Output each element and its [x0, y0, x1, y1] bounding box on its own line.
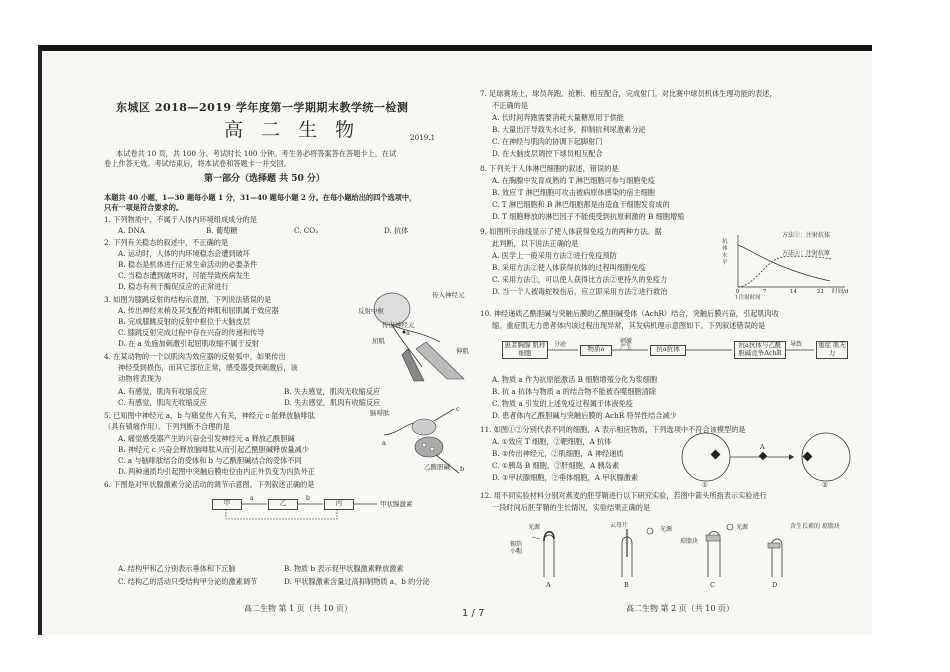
answer-option: D. 抗体 — [384, 226, 409, 235]
answer-option: B. 采用方法②使人体获得抗体的过程叫细胞免疫 — [492, 263, 646, 272]
answer-option: D. T 细胞释放的淋巴因子不能使受到抗原刺激的 B 细胞增殖 — [492, 212, 685, 221]
question-stem: 11. 如图①②分别代表不同的细胞，A 表示相应物质，下列选项中不符合该模型的是 — [480, 425, 746, 434]
answer-option: C. T 淋巴细胞和 B 淋巴细胞都是由造血干细胞发育成的 — [492, 200, 670, 209]
figure-label: 屈肌 — [372, 337, 385, 345]
answer-option: D. 当一个人被毒蛇咬伤后，应立即采用方法②进行救治 — [492, 287, 668, 296]
figure-box: 甲 — [212, 499, 242, 510]
figure-label: 锡箔 小帽 — [510, 541, 523, 555]
question-stem: 4. 在某动物的一个以肌肉为效应器的反射弧中，如果传出 — [104, 352, 286, 361]
figure-label: 刺激 产生 — [620, 338, 633, 351]
answer-option: D. 在 a 处施加刺激引起屈肌收缩不属于反射 — [118, 339, 260, 348]
answer-option: C. 膝跳反射完成过程中存在兴奋的传递和传导 — [118, 328, 265, 337]
answer-option: B. 稳态是机体进行正常生命活动的必要条件 — [118, 260, 258, 269]
figure-box: 乙 — [268, 499, 298, 510]
figure-label: 反射中枢 — [358, 307, 384, 315]
question-stem: 9. 如图所示曲线显示了使人体获得免疫力的两种方法。据 — [480, 227, 662, 236]
figure-label: 光源 — [660, 526, 673, 533]
figure-label: B — [624, 581, 629, 589]
question-stem: 缩。重症肌无力患者体内该过程出现异常，其发病机理示意图如下。下列叙述错误的是 — [492, 321, 766, 330]
figure-label: b — [306, 495, 310, 502]
question-stem: 8. 下列关于人体淋巴细胞的叙述，错误的是 — [480, 164, 619, 173]
answer-option: C. ①胰岛 B 细胞，②肝细胞，A 胰岛素 — [492, 461, 620, 470]
figure-label: ① — [702, 481, 708, 489]
answer-option: A. ①效应 T 细胞，②靶细胞，A 抗体 — [492, 437, 612, 446]
instruction-line: 只有一项是符合要求的。 — [104, 203, 184, 212]
y-axis-label: 抗体水平 — [722, 239, 728, 266]
figure-label: a — [250, 495, 254, 502]
answer-option: D. 患者体内乙酰胆碱与突触后膜的 AchR 特异性结合减少 — [492, 411, 677, 420]
notice-line: 卷上作答无效。考试结束后，将本试卷和答题卡一并交回。 — [104, 159, 291, 168]
answer-option: A. 传出神经末梢及其支配的伸肌和屈肌属于效应器 — [118, 306, 279, 315]
answer-option: C. 在神经与肌肉的协调下起脚射门 — [492, 137, 603, 146]
answer-option: A. 医学上一般采用方法②进行免疫预防 — [492, 251, 617, 260]
figure-label: a — [382, 439, 386, 447]
section-heading: 第一部分（选择题 共 50 分） — [204, 174, 325, 184]
figure-box: 抗a抗体与乙酰 胆碱竞争AchR — [734, 341, 786, 359]
figure-label: 光源 — [736, 524, 749, 531]
figure-label: 伸肌 — [456, 347, 469, 355]
answer-option: B. 神经元 c 兴奋会释放脑啡肽从而引起乙酰胆碱释放量减少 — [118, 445, 309, 454]
coleoptile-figure — [510, 519, 860, 591]
notice-line: 本试卷共 10 页，共 100 分。考试时长 100 分钟。考生务必将答案答在答题卡上，在试 — [116, 149, 397, 158]
question-stem: 7. 足球赛场上，球员奔跑、抢断、相互配合，完成射门。对比赛中球员机体生理功能的表述， — [480, 89, 777, 98]
figure-box: 重症 肌无力 — [816, 341, 848, 359]
answer-option: C. 采用方法①，可以使人获得比方法②更持久的免疫力 — [492, 275, 668, 284]
answer-option: B. 失去感觉，肌肉无收缩反应 — [284, 387, 381, 396]
figure-label: 光源 — [528, 524, 541, 531]
subject-title: 高 二 生 物 — [224, 119, 361, 141]
answer-option: D. 在大脑皮层调控下球员相互配合 — [492, 149, 603, 158]
question-stem: 2. 下列有关稳态的叙述中，不正确的是 — [104, 238, 229, 247]
exam-page-1 — [94, 51, 474, 635]
injection-marker: ↑注射时间 — [734, 295, 761, 301]
answer-option: B. ①传出神经元，②肌细胞，A 神经递质 — [492, 449, 624, 458]
question-stem: 6. 下图是对甲状腺激素分泌活动的调节示意图。下列叙述正确的是 — [104, 480, 315, 489]
answer-option: B. 物质 b 表示促甲状腺激素释放激素 — [284, 564, 404, 573]
reflex-arc-figure — [352, 287, 472, 382]
question-stem: 动物将表现为 — [118, 374, 162, 383]
page-footer: 高二生物 第 2 页（共 10 页） — [626, 604, 734, 613]
answer-option: A. 结构甲和乙分别表示垂体和下丘脑 — [118, 564, 236, 573]
exam-title: 东城区 2018—2019 学年度第一学期期末教学统一检测 — [116, 101, 409, 114]
question-stem: 神经受到损伤，而其它部位正常，感受器受到刺激后，该 — [118, 363, 298, 372]
question-stem: （具有镇痛作用）。下列判断不合理的是 — [104, 422, 230, 431]
legend-method-1: 方法①：注射抗体 — [782, 232, 831, 239]
question-stem: 此判断，以下说法正确的是 — [492, 239, 579, 248]
answer-option: A. 运动时，人体的内环境稳态会遭到破坏 — [118, 249, 250, 258]
figure-label: 传出神经元 — [382, 321, 415, 329]
answer-option: D. 两种递质均引起图中突触后膜电位由内正外负变为内负外正 — [118, 467, 315, 476]
myasthenia-flow-figure — [502, 339, 862, 369]
figure-label: 甲状腺激素 — [380, 500, 413, 508]
question-stem: 5. 已知图中神经元 a、b 与痛觉传入有关，神经元 c 能释放脑啡肽 — [104, 411, 315, 420]
answer-option: D. 失去感觉，肌肉有收缩反应 — [284, 398, 381, 407]
figure-label: 含生长素的 琼脂块 — [790, 523, 840, 530]
answer-option: A. DNA — [118, 226, 146, 235]
answer-option: D. 甲状腺激素含量过高抑制物质 a、b 的分泌 — [284, 577, 430, 586]
answer-option: C. a 与脑啡肽结合的受体和 b 与乙酰胆碱结合的受体不同 — [118, 456, 302, 465]
synapse-figure — [370, 405, 470, 475]
x-tick: 0 — [736, 289, 740, 295]
cell-signal-figure — [676, 433, 866, 489]
figure-label: ② — [822, 481, 828, 489]
scanned-exam-sheet — [38, 45, 872, 635]
exam-page-2 — [480, 51, 870, 635]
answer-option: D. 稳态有利于酶促反应的正常进行 — [118, 282, 229, 291]
answer-option: C. 物质 a 引发的上述免疫过程属于体液免疫 — [492, 399, 633, 408]
question-stem: 10. 神经递质乙酰胆碱与突触后膜的乙酰胆碱受体（AchR）结合，突触后膜兴奋，引起肌肉收 — [480, 309, 779, 318]
x-tick: 14 — [790, 289, 797, 295]
answer-option: A. 痛觉感受器产生的兴奋会引发神经元 a 释放乙酰胆碱 — [118, 434, 295, 443]
answer-option: B. 完成膝跳反射的反射中枢位于大脑皮层 — [118, 317, 251, 326]
thyroid-regulation-figure — [212, 493, 452, 523]
figure-label: 云母片 — [610, 522, 629, 529]
question-stem: 不正确的是 — [492, 101, 528, 110]
figure-label: 导致 — [790, 341, 803, 348]
answer-option: A. 有感觉，肌肉有收缩反应 — [118, 387, 207, 396]
exam-date: 2019.1 — [410, 133, 436, 142]
x-axis-label: 时间/d — [832, 289, 849, 295]
answer-option: C. 当稳态遭到破坏时，可能导致疾病发生 — [118, 271, 251, 280]
page-indicator: 1 / 7 — [462, 608, 485, 619]
figure-label: 琼脂块 — [680, 538, 699, 545]
immunity-curve-figure — [720, 231, 868, 299]
answer-option: B. 葡萄糖 — [206, 226, 238, 235]
page-footer: 高二生物 第 1 页（共 10 页） — [244, 604, 352, 613]
x-tick: 7 — [763, 289, 767, 295]
figure-box: 丙 — [324, 499, 354, 510]
figure-label: 传入神经元 — [432, 291, 465, 299]
answer-option: D. ①甲状腺细胞，②垂体细胞，A 甲状腺激素 — [492, 473, 639, 482]
figure-label: a — [406, 329, 410, 337]
question-stem: 12. 用不同实验材料分别对燕麦的胚芽鞘进行以下研究实验，若图中箭头所指表示实验进行 — [480, 491, 767, 500]
figure-label: 分泌 — [554, 341, 567, 348]
figure-label: A — [760, 443, 765, 451]
figure-box: 物质a — [580, 345, 612, 356]
answer-option: C. 结构乙的活动只受结构甲分泌的激素调节 — [118, 577, 258, 586]
answer-option: B. 效应 T 淋巴细胞可攻击被病原体感染的宿主细胞 — [492, 188, 655, 197]
x-tick: 21 — [817, 289, 824, 295]
figure-label: A — [546, 581, 551, 589]
figure-label: c — [456, 405, 460, 413]
answer-option: A. 长时间奔跑需要消耗大量糖原用于供能 — [492, 113, 624, 122]
figure-label: C — [710, 581, 715, 589]
answer-option: A. 在胸腺中发育成熟的 T 淋巴细胞可参与细胞免疫 — [492, 176, 655, 185]
figure-label: b — [460, 465, 465, 473]
figure-box: 患者胸腺 肌样细胞 — [502, 341, 548, 359]
question-stem: 3. 如图为膝跳反射的结构示意图，下列说法错误的是 — [104, 295, 272, 304]
figure-label: 脑啡肽 — [370, 409, 390, 417]
figure-label: 乙酰胆碱 — [424, 463, 450, 471]
figure-label: D — [772, 581, 778, 589]
figure-box: 抗a抗体 — [650, 345, 686, 356]
question-stem: 1. 下列物质中，不属于人体内环境组成成分的是 — [104, 215, 257, 224]
legend-method-2: 方法②：注射抗原 — [782, 250, 831, 257]
answer-option: A. 物质 a 作为抗原能激活 B 细胞增殖分化为浆细胞 — [492, 375, 658, 384]
answer-option: B. 抗 a 抗体与物质 a 的结合物不能被吞噬细胞清除 — [492, 387, 657, 396]
answer-option: B. 大量出汗导致失水过多，抑制抗利尿激素分泌 — [492, 125, 646, 134]
question-stem: 一段时间后胚芽鞘的生长情况，实验结果正确的是 — [492, 503, 651, 512]
answer-option: C. CO₂ — [294, 226, 319, 235]
answer-option: C. 有感觉，肌肉无收缩反应 — [118, 398, 207, 407]
instruction-line: 本题共 40 小题，1—30 题每小题 1 分，31—40 题每小题 2 分。在每小题给出的四个选项中， — [104, 193, 417, 202]
